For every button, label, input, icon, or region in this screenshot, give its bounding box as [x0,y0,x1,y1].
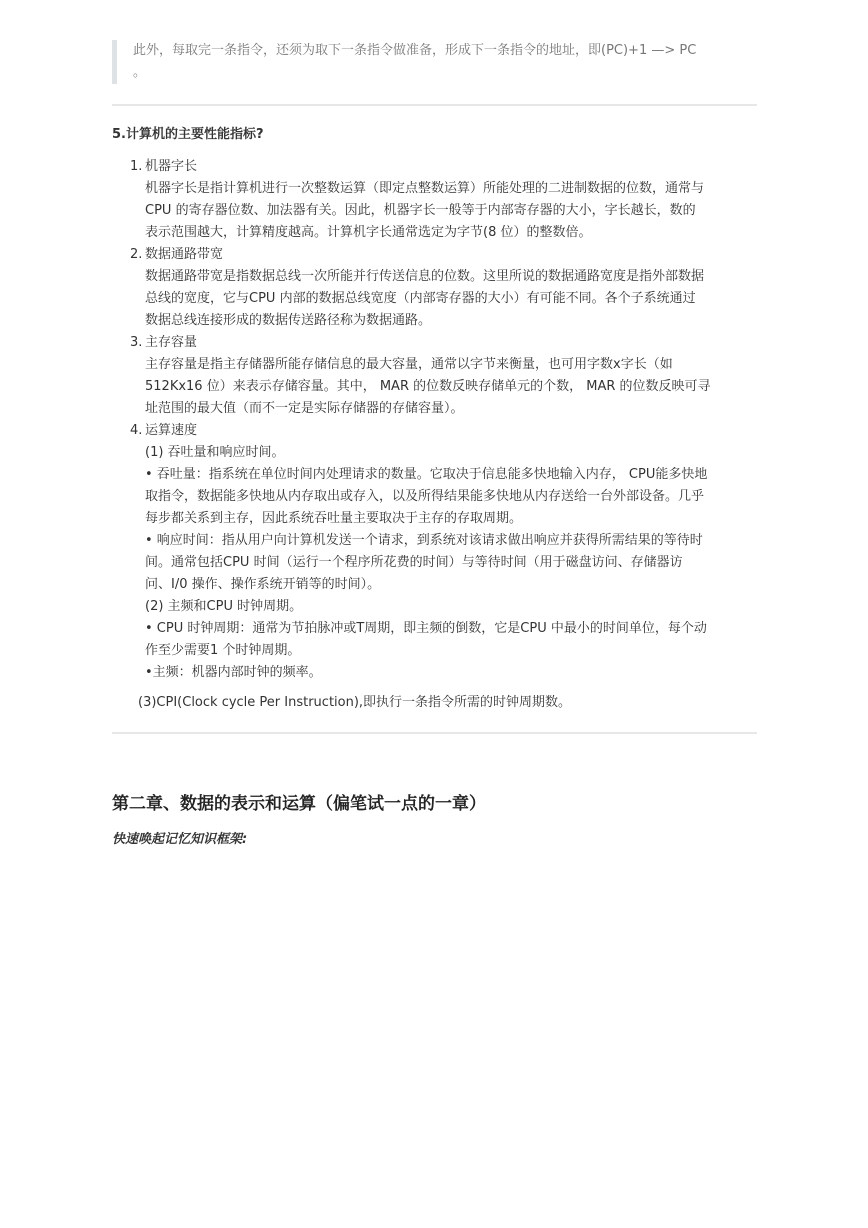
item-text-line: 主存容量是指主存储器所能存储信息的最大容量，通常以字节来衡量，也可用字数x字长（如 [145,357,673,372]
item-text-line: 作至少需要1 个时钟周期。 [145,643,301,658]
item-title: 运算速度 [145,423,198,438]
section-title: 5.计算机的主要性能指标? [112,127,264,142]
item-title: 主存容量 [145,335,198,350]
performance-list [112,156,757,684]
item-title: 机器字长 [145,159,198,174]
cpi-paragraph: (3)CPI(Clock cycle Per Instruction),即执行一条指令所需的时钟周期数。 [138,695,572,710]
item-text-line: 总线的宽度，它与CPU 内部的数据总线宽度（内部寄存器的大小）有可能不同。各个子系统通过 [145,291,696,306]
item-text-line: 取指令，数据能多快地从内存取出或存入，以及所得结果能多快地从内存送给一台外部设备。几乎 [145,489,705,504]
list-item [112,244,757,332]
list-number: 3. [130,335,143,350]
blockquote [112,40,757,84]
item-text-line: 问、I/0 操作、操作系统开销等的时间）。 [145,577,381,592]
divider [112,104,757,106]
item-text-line: (1) 吞吐量和响应时间。 [145,445,285,460]
list-number: 1. [130,159,143,174]
list-number: 2. [130,247,143,262]
item-title: 数据通路带宽 [145,247,224,262]
item-text-line: 机器字长是指计算机进行一次整数运算（即定点整数运算）所能处理的二进制数据的位数，通常与 [145,181,705,196]
list-item [112,332,757,420]
item-text-line: 间。通常包括CPU 时间（运行一个程序所花费的时间）与等待时间（用于磁盘访问、存储器访 [145,555,683,570]
item-text-line: 512Kx16 位）来表示存储容量。其中， MAR 的位数反映存储单元的个数， MAR 的位数反映可寻 [145,379,711,394]
item-text-line: 址范围的最大值（而不一定是实际存储器的存储容量）。 [145,401,464,416]
item-text-line: 数据通路带宽是指数据总线一次所能并行传送信息的位数。这里所说的数据通路宽度是指外部数据 [145,269,705,284]
item-text-line: 表示范围越大，计算精度越高。计算机字长通常选定为字节(8 位）的整数倍。 [145,225,592,240]
item-text-line: 数据总线连接形成的数据传送路径称为数据通路。 [145,313,432,328]
item-text-line: • CPU 时钟周期：通常为节拍脉冲或T周期，即主频的倒数，它是CPU 中最小的时间单位，每个动 [145,621,707,636]
item-text-line: • 吞吐量：指系统在单位时间内处理请求的数量。它取决于信息能多快地输入内存， CPU能多快地 [145,467,708,482]
item-text-line: •主频：机器内部时钟的频率。 [145,665,322,680]
item-text-line: 每步都关系到主存，因此系统吞吐量主要取决于主存的存取周期。 [145,511,523,526]
quote-line: 此外，每取完一条指令，还须为取下一条指令做准备，形成下一条指令的地址，即(PC)+1 —> PC [133,43,697,58]
chapter-heading: 第二章、数据的表示和运算（偏笔试一点的一章） [112,794,486,814]
item-text-line: • 响应时间：指从用户向计算机发送一个请求，到系统对该请求做出响应并获得所需结果的等待时 [145,533,703,548]
quote-line: 。 [133,65,147,80]
divider [112,732,757,734]
list-number: 4. [130,423,143,438]
list-item [112,420,757,684]
item-text-line: CPU 的寄存器位数、加法器有关。因此，机器字长一般等于内部寄存器的大小，字长越长，数的 [145,203,696,218]
list-item [112,156,757,244]
quick-recall-subtitle: 快速唤起记忆知识框架: [112,832,248,847]
item-text-line: (2) 主频和CPU 时钟周期。 [145,599,303,614]
